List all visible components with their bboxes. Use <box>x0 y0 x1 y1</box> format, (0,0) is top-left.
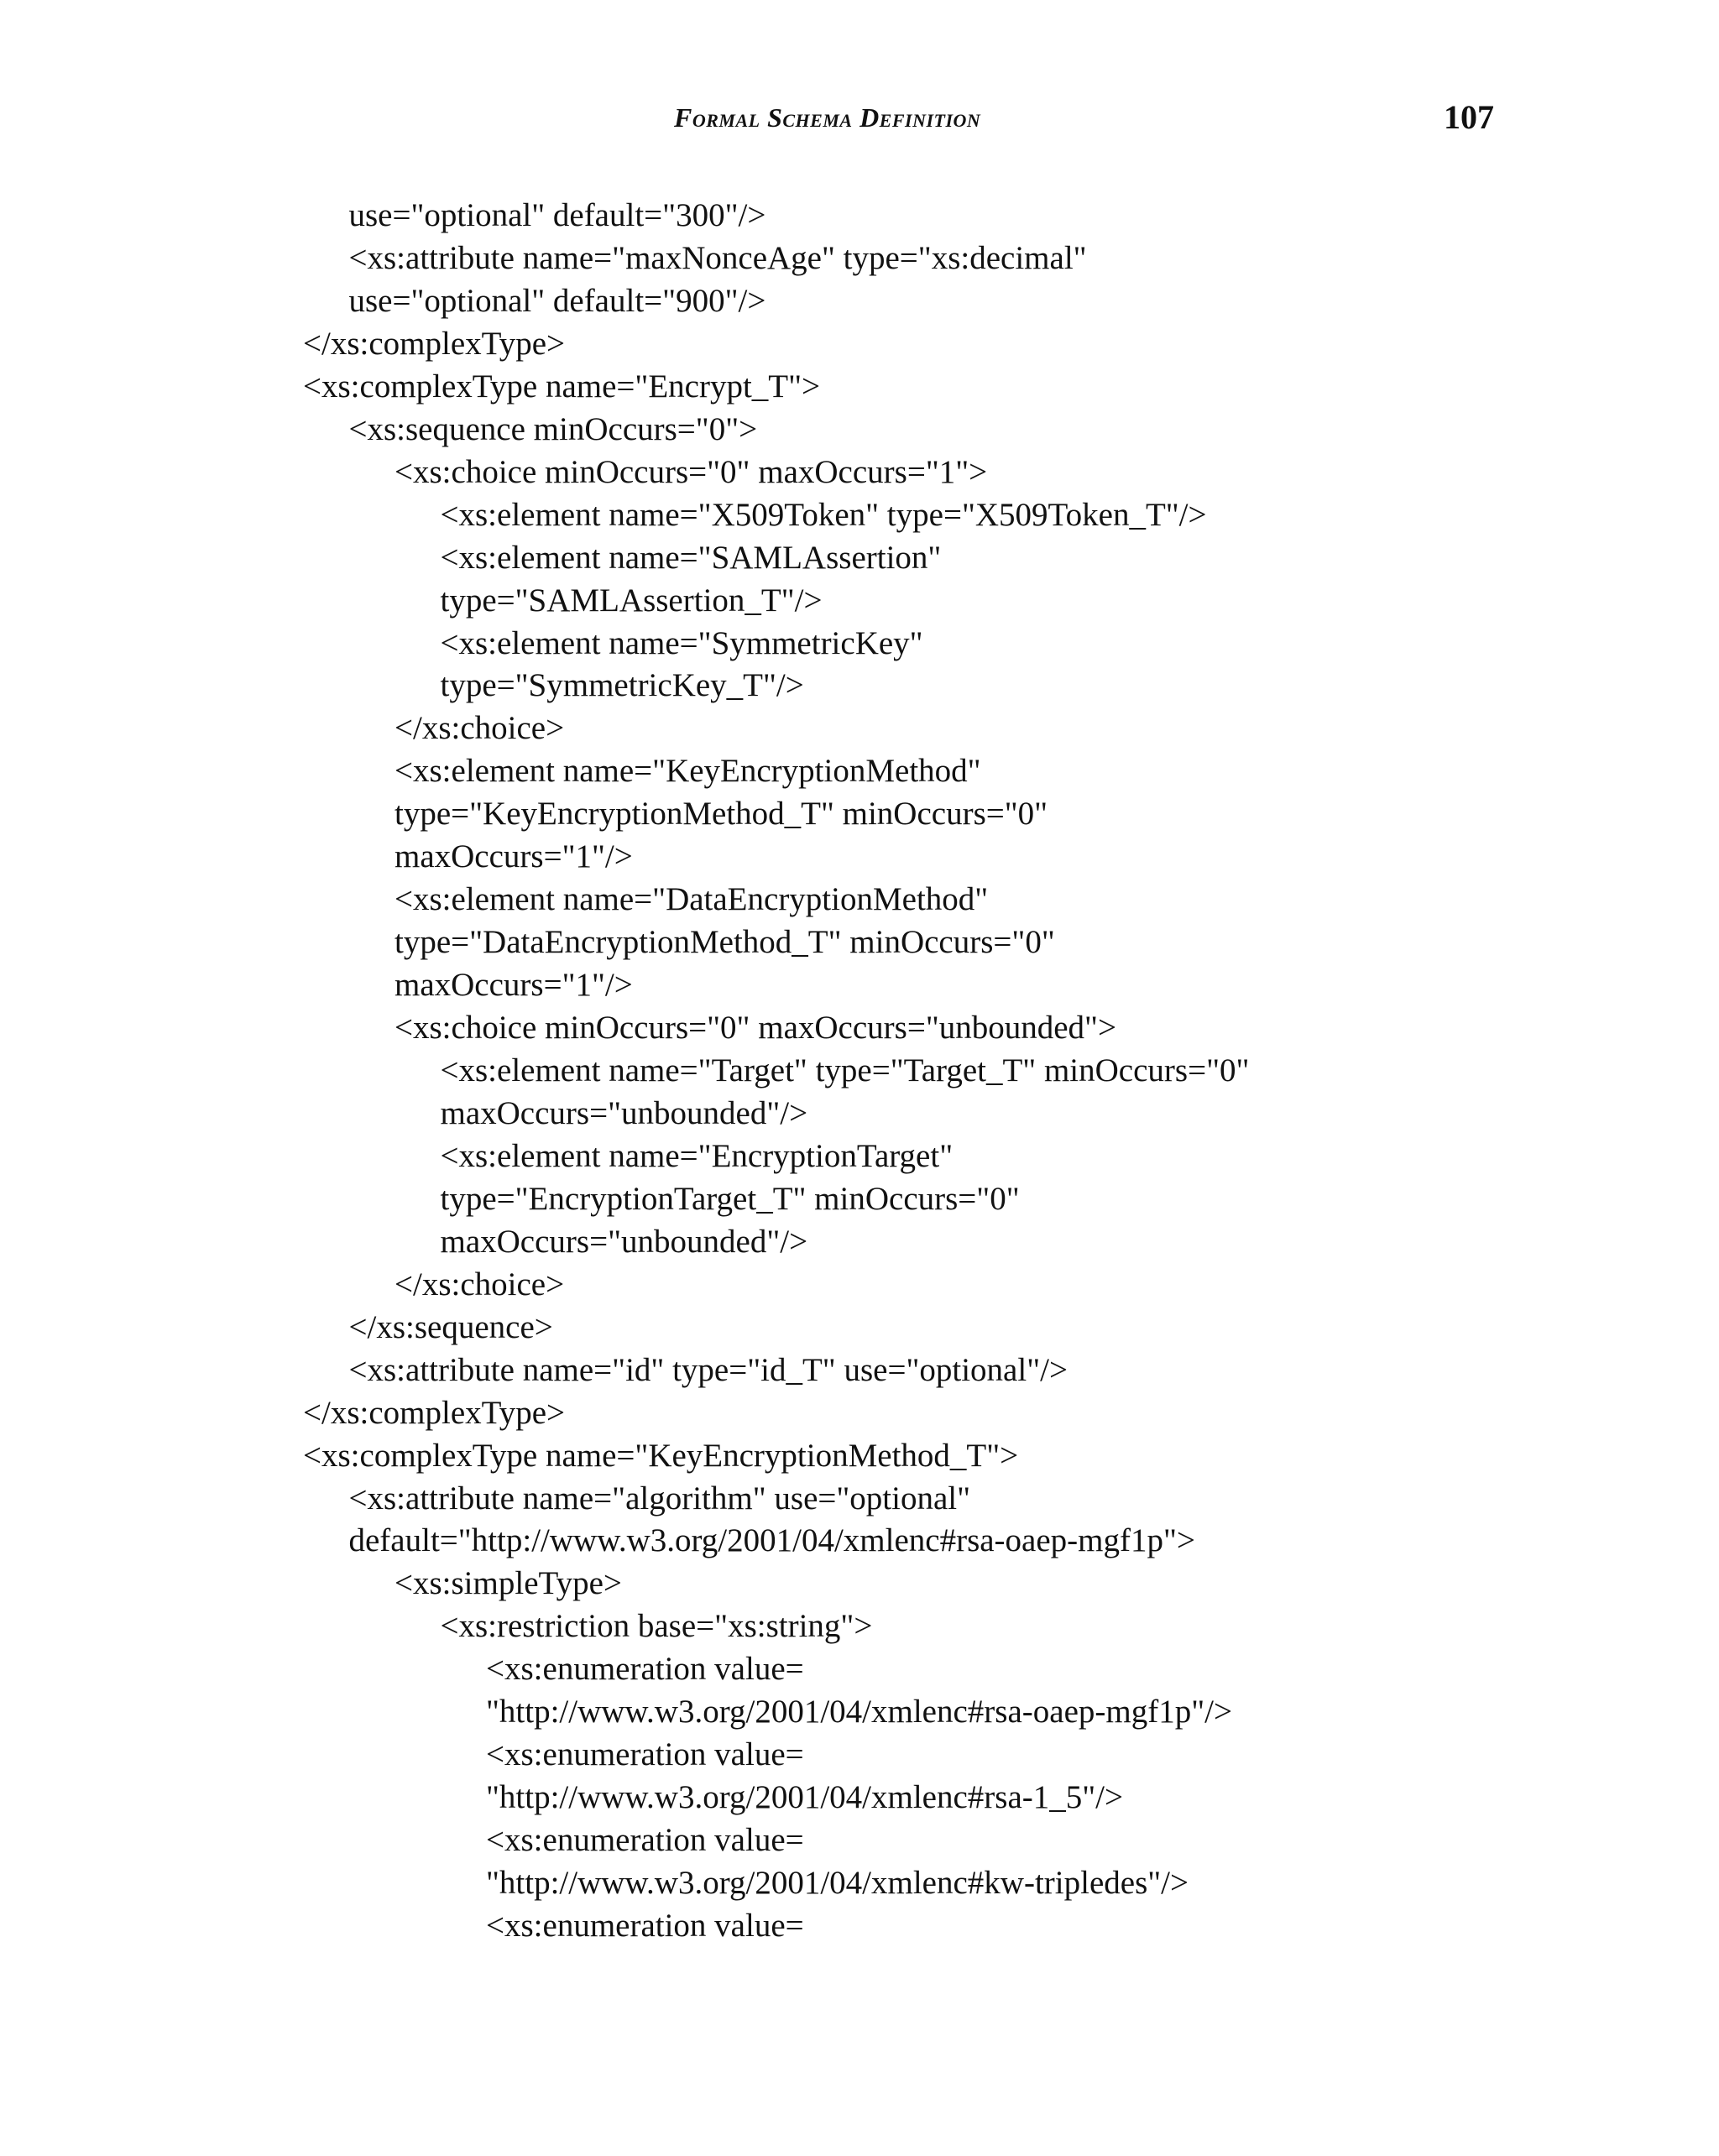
running-title: Formal Schema Definition <box>674 102 981 133</box>
code-line: type="EncryptionTarget_T" minOccurs="0" <box>440 1180 1020 1217</box>
code-line: </xs:sequence> <box>348 1308 553 1345</box>
code-line: </xs:choice> <box>394 1266 565 1302</box>
code-line: <xs:element name="EncryptionTarget" <box>440 1137 954 1174</box>
code-line: <xs:enumeration value= <box>486 1822 804 1859</box>
code-line: type="SAMLAssertion_T"/> <box>440 582 823 619</box>
code-line: <xs:element name="DataEncryptionMethod" <box>394 881 989 918</box>
code-line: <xs:attribute name="algorithm" use="optional" <box>348 1480 971 1517</box>
code-line: </xs:complexType> <box>303 1394 566 1431</box>
code-line: <xs:enumeration value= <box>486 1736 804 1773</box>
code-line: <xs:enumeration value= <box>486 1651 804 1688</box>
code-line: type="KeyEncryptionMethod_T" minOccurs="0" <box>394 796 1048 833</box>
code-line: type="DataEncryptionMethod_T" minOccurs="0" <box>394 924 1055 961</box>
code-line: maxOccurs="1"/> <box>394 838 633 875</box>
code-line: <xs:choice minOccurs="0" maxOccurs="1"> <box>394 453 988 490</box>
code-line: </xs:complexType> <box>303 325 566 362</box>
code-line: type="SymmetricKey_T"/> <box>440 667 804 704</box>
code-line: <xs:element name="SymmetricKey" <box>440 624 923 661</box>
code-line: <xs:element name="SAMLAssertion" <box>440 539 942 576</box>
code-line: <xs:complexType name="Encrypt_T"> <box>303 368 821 405</box>
running-head <box>0 97 1719 139</box>
code-line: "http://www.w3.org/2001/04/xmlenc#kw-tripledes"/> <box>486 1865 1189 1902</box>
code-line: use="optional" default="300"/> <box>348 197 766 233</box>
code-line: <xs:complexType name="KeyEncryptionMethod_T"> <box>303 1437 1019 1474</box>
code-line: "http://www.w3.org/2001/04/xmlenc#rsa-oaep-mgf1p"/> <box>486 1694 1232 1731</box>
code-line: <xs:attribute name="maxNonceAge" type="xs:decimal" <box>348 239 1087 276</box>
page-number: 107 <box>1444 98 1494 136</box>
code-line: <xs:element name="KeyEncryptionMethod" <box>394 753 981 790</box>
code-line: maxOccurs="unbounded"/> <box>440 1094 808 1131</box>
code-line: <xs:sequence minOccurs="0"> <box>348 410 758 447</box>
code-line: "http://www.w3.org/2001/04/xmlenc#rsa-1_5"/> <box>486 1779 1124 1816</box>
code-line: </xs:choice> <box>394 710 565 747</box>
code-line: <xs:choice minOccurs="0" maxOccurs="unbounded"> <box>394 1010 1116 1047</box>
code-line: maxOccurs="unbounded"/> <box>440 1223 808 1260</box>
code-line: <xs:simpleType> <box>394 1565 622 1602</box>
code-line: use="optional" default="900"/> <box>348 282 766 319</box>
code-line: default="http://www.w3.org/2001/04/xmlenc#rsa-oaep-mgf1p"> <box>348 1522 1195 1559</box>
code-line: maxOccurs="1"/> <box>394 967 633 1004</box>
code-line: <xs:restriction base="xs:string"> <box>440 1608 873 1645</box>
code-line: <xs:enumeration value= <box>486 1908 804 1944</box>
code-line: <xs:element name="X509Token" type="X509Token_T"/> <box>440 496 1207 533</box>
code-line: <xs:attribute name="id" type="id_T" use="optional"/> <box>348 1351 1068 1388</box>
code-line: <xs:element name="Target" type="Target_T" minOccurs="0" <box>440 1052 1250 1088</box>
